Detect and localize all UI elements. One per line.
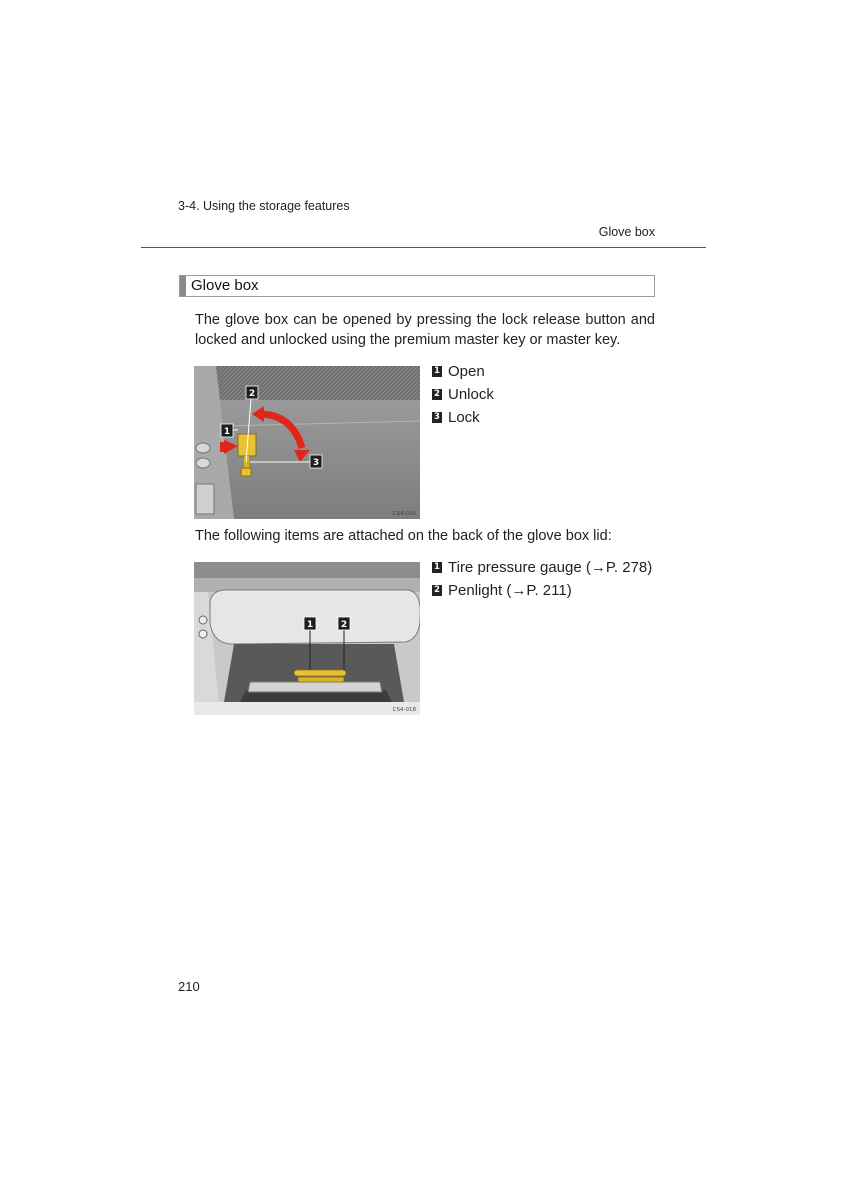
page-number: 210 [178,979,200,994]
legend-label: Unlock [448,386,494,403]
heading-accent-bar [180,276,186,296]
legend-item [432,383,494,406]
section-heading [179,275,655,297]
glove-box-lid-figure [194,562,420,715]
legend-number: 3 [432,412,442,423]
legend-item [432,556,652,579]
callout-3: 3 [312,458,320,468]
figure-code: CS4-016 [392,511,416,517]
intro-paragraph: The glove box can be opened by pressing the lock release button and locked and unlocked using the premium master key or master key. [195,312,655,348]
legend-label: Open [448,363,485,380]
figure1-legend [432,360,494,429]
attached-items-paragraph: The following items are attached on the back of the glove box lid: [195,528,612,544]
header-divider [141,247,706,248]
legend-number: 1 [432,366,442,377]
legend-number: 2 [432,585,442,596]
figure-code: CS4-018 [392,707,416,713]
section-heading-text: Glove box [191,277,259,294]
figure2-legend [432,556,652,602]
legend-number: 2 [432,389,442,400]
callout-1: 1 [306,620,314,630]
legend-item [432,579,652,602]
callout-1: 1 [223,427,231,437]
legend-item [432,360,494,383]
callout-2: 2 [340,620,348,630]
legend-label: Lock [448,409,480,426]
glove-box-lock-figure [194,366,420,519]
legend-item [432,406,494,429]
legend-label: Tire pressure gauge (→P. 278) [448,559,653,576]
legend-number: 1 [432,562,442,573]
running-title: Glove box [598,225,655,239]
callout-2: 2 [248,389,256,399]
legend-label: Penlight (→P. 211) [448,582,572,599]
chapter-breadcrumb: 3-4. Using the storage features [178,199,350,213]
